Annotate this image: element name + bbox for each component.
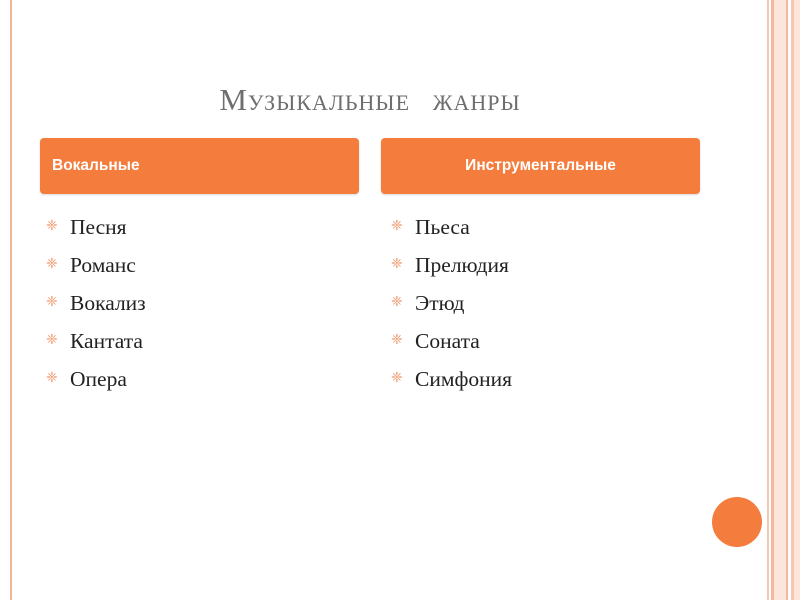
instrumental-genres-list <box>389 208 512 398</box>
list-item-label: Кантата <box>70 329 143 353</box>
list-item <box>44 208 146 246</box>
list-item-label: Романс <box>70 253 136 277</box>
slide-left-border <box>10 0 12 600</box>
sparkle-bullet-icon: ❈ <box>391 371 403 386</box>
sparkle-bullet-icon: ❈ <box>391 333 403 348</box>
list-item-label: Опера <box>70 367 127 391</box>
decorative-right-stripes <box>764 0 800 600</box>
vocal-genres-list <box>44 208 146 398</box>
list-item <box>389 208 512 246</box>
sparkle-bullet-icon: ❈ <box>391 219 403 234</box>
list-item-label: Симфония <box>415 367 513 391</box>
column-header-vocal: Вокальные <box>40 138 359 194</box>
list-item <box>44 360 146 398</box>
slide-title: Музыкальные жанры <box>219 82 521 117</box>
list-item-label: Соната <box>415 329 480 353</box>
sparkle-bullet-icon: ❈ <box>46 219 58 234</box>
list-item <box>389 360 512 398</box>
column-header-instrumental: Инструментальные <box>381 138 700 194</box>
list-item-label: Песня <box>70 215 127 239</box>
sparkle-bullet-icon: ❈ <box>46 295 58 310</box>
list-item <box>44 246 146 284</box>
list-item-label: Пьеса <box>415 215 470 239</box>
sparkle-bullet-icon: ❈ <box>46 333 58 348</box>
list-item <box>389 284 512 322</box>
sparkle-bullet-icon: ❈ <box>391 257 403 272</box>
sparkle-bullet-icon: ❈ <box>391 295 403 310</box>
list-item-label: Вокализ <box>70 291 146 315</box>
list-item <box>389 246 512 284</box>
list-item-label: Прелюдия <box>415 253 509 277</box>
list-item <box>389 322 512 360</box>
list-item <box>44 322 146 360</box>
list-item <box>44 284 146 322</box>
list-item-label: Этюд <box>415 291 465 315</box>
orange-circle-icon <box>712 497 762 547</box>
sparkle-bullet-icon: ❈ <box>46 257 58 272</box>
sparkle-bullet-icon: ❈ <box>46 371 58 386</box>
